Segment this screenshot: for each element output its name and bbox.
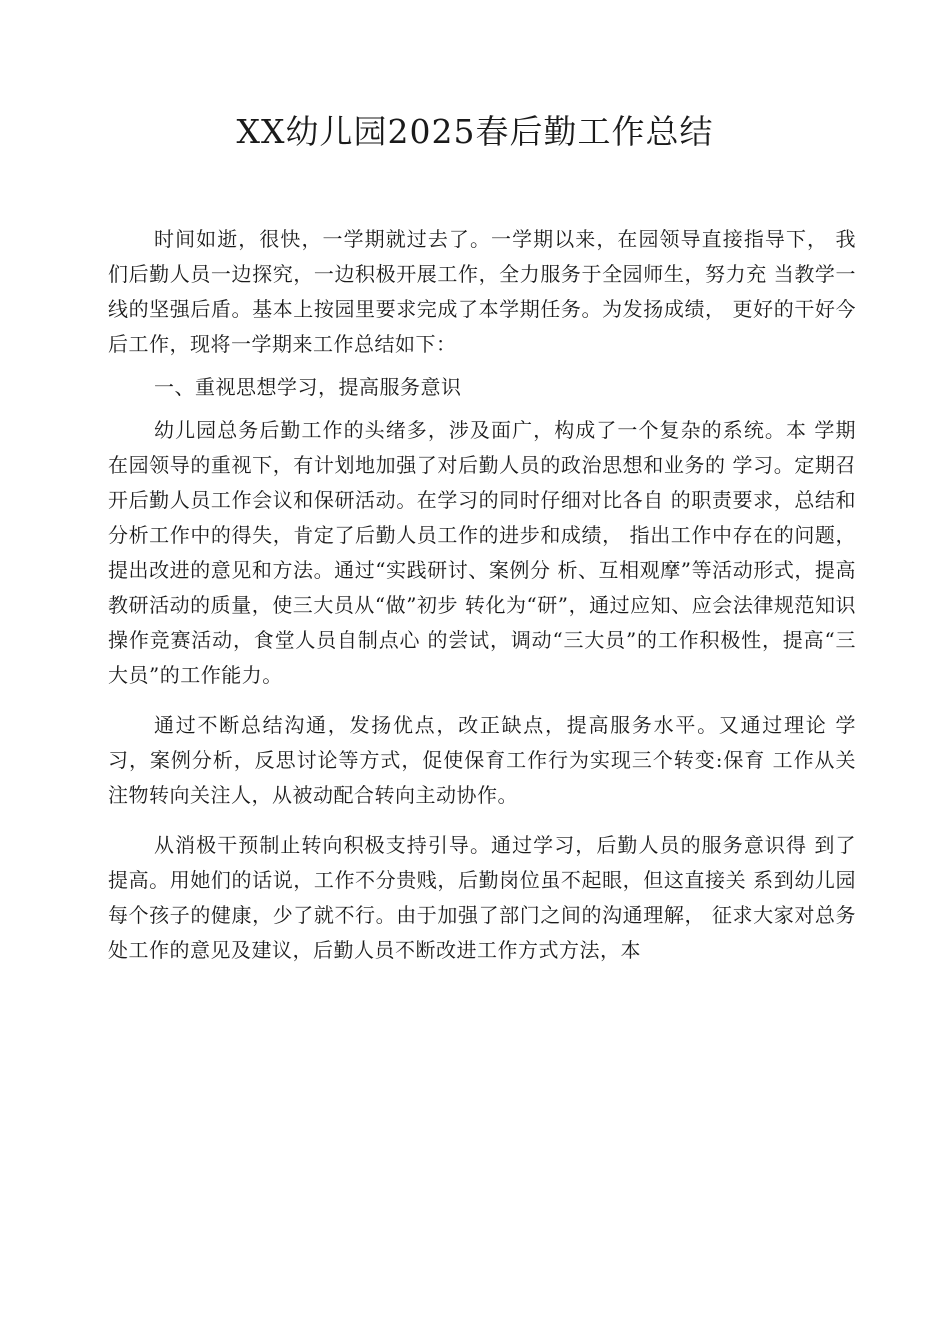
document-body — [108, 222, 856, 968]
intro-paragraph: 时间如逝，很快，一学期就过去了。一学期以来，在园领导直接指导下， 我们后勤人员一边探究，一边积极开展工作，全力服务于全园师生，努力充 当教学一线的坚强后盾。基本上按园里要求完成了本学期任务。为发扬成绩， 更好的干好今后工作，现将一学期来工作总结如下： — [108, 227, 856, 356]
body-paragraph: 幼儿园总务后勤工作的头绪多，涉及面广，构成了一个复杂的系统。本 学期在园领导的重视下，有计划地加强了对后勤人员的政治思想和业务的 学习。定期召开后勤人员工作会议和保研活动。在学习的同时仔细对比各自 的职责要求，总结和分析工作中的得失，肯定了后勤人员工作的进步和成绩， 指出工作中存在的问题，提出改进的意见和方法。通过“实践研讨、案例分 析、互相观摩”等活动形式，提高教研活动的质量，使三大员从“做”初步 转化为“研”，通过应知、应会法律规范知识操作竞赛活动，食堂人员自制点心 的尝试，调动“三大员”的工作积极性，提高“三大员”的工作能力。 — [108, 418, 856, 687]
body-paragraph: 通过不断总结沟通，发扬优点，改正缺点，提高服务水平。又通过理论 学习，案例分析，反思讨论等方式，促使保育工作行为实现三个转变:保育 工作从关注物转向关注人，从被动配合转向主动协作。 — [108, 713, 856, 807]
document-title: XX幼儿园2025春后勤工作总结 — [236, 112, 714, 151]
body-paragraph: 从消极干预制止转向积极支持引导。通过学习，后勤人员的服务意识得 到了提高。用她们的话说，工作不分贵贱，后勤岗位虽不起眼，但这直接关 系到幼儿园每个孩子的健康，少了就不行。由于加强了部门之间的沟通理解， 征求大家对总务处工作的意见及建议，后勤人员不断改进工作方式方法，本 — [108, 833, 856, 962]
section-heading: 一、重视思想学习，提高服务意识 — [154, 375, 462, 399]
